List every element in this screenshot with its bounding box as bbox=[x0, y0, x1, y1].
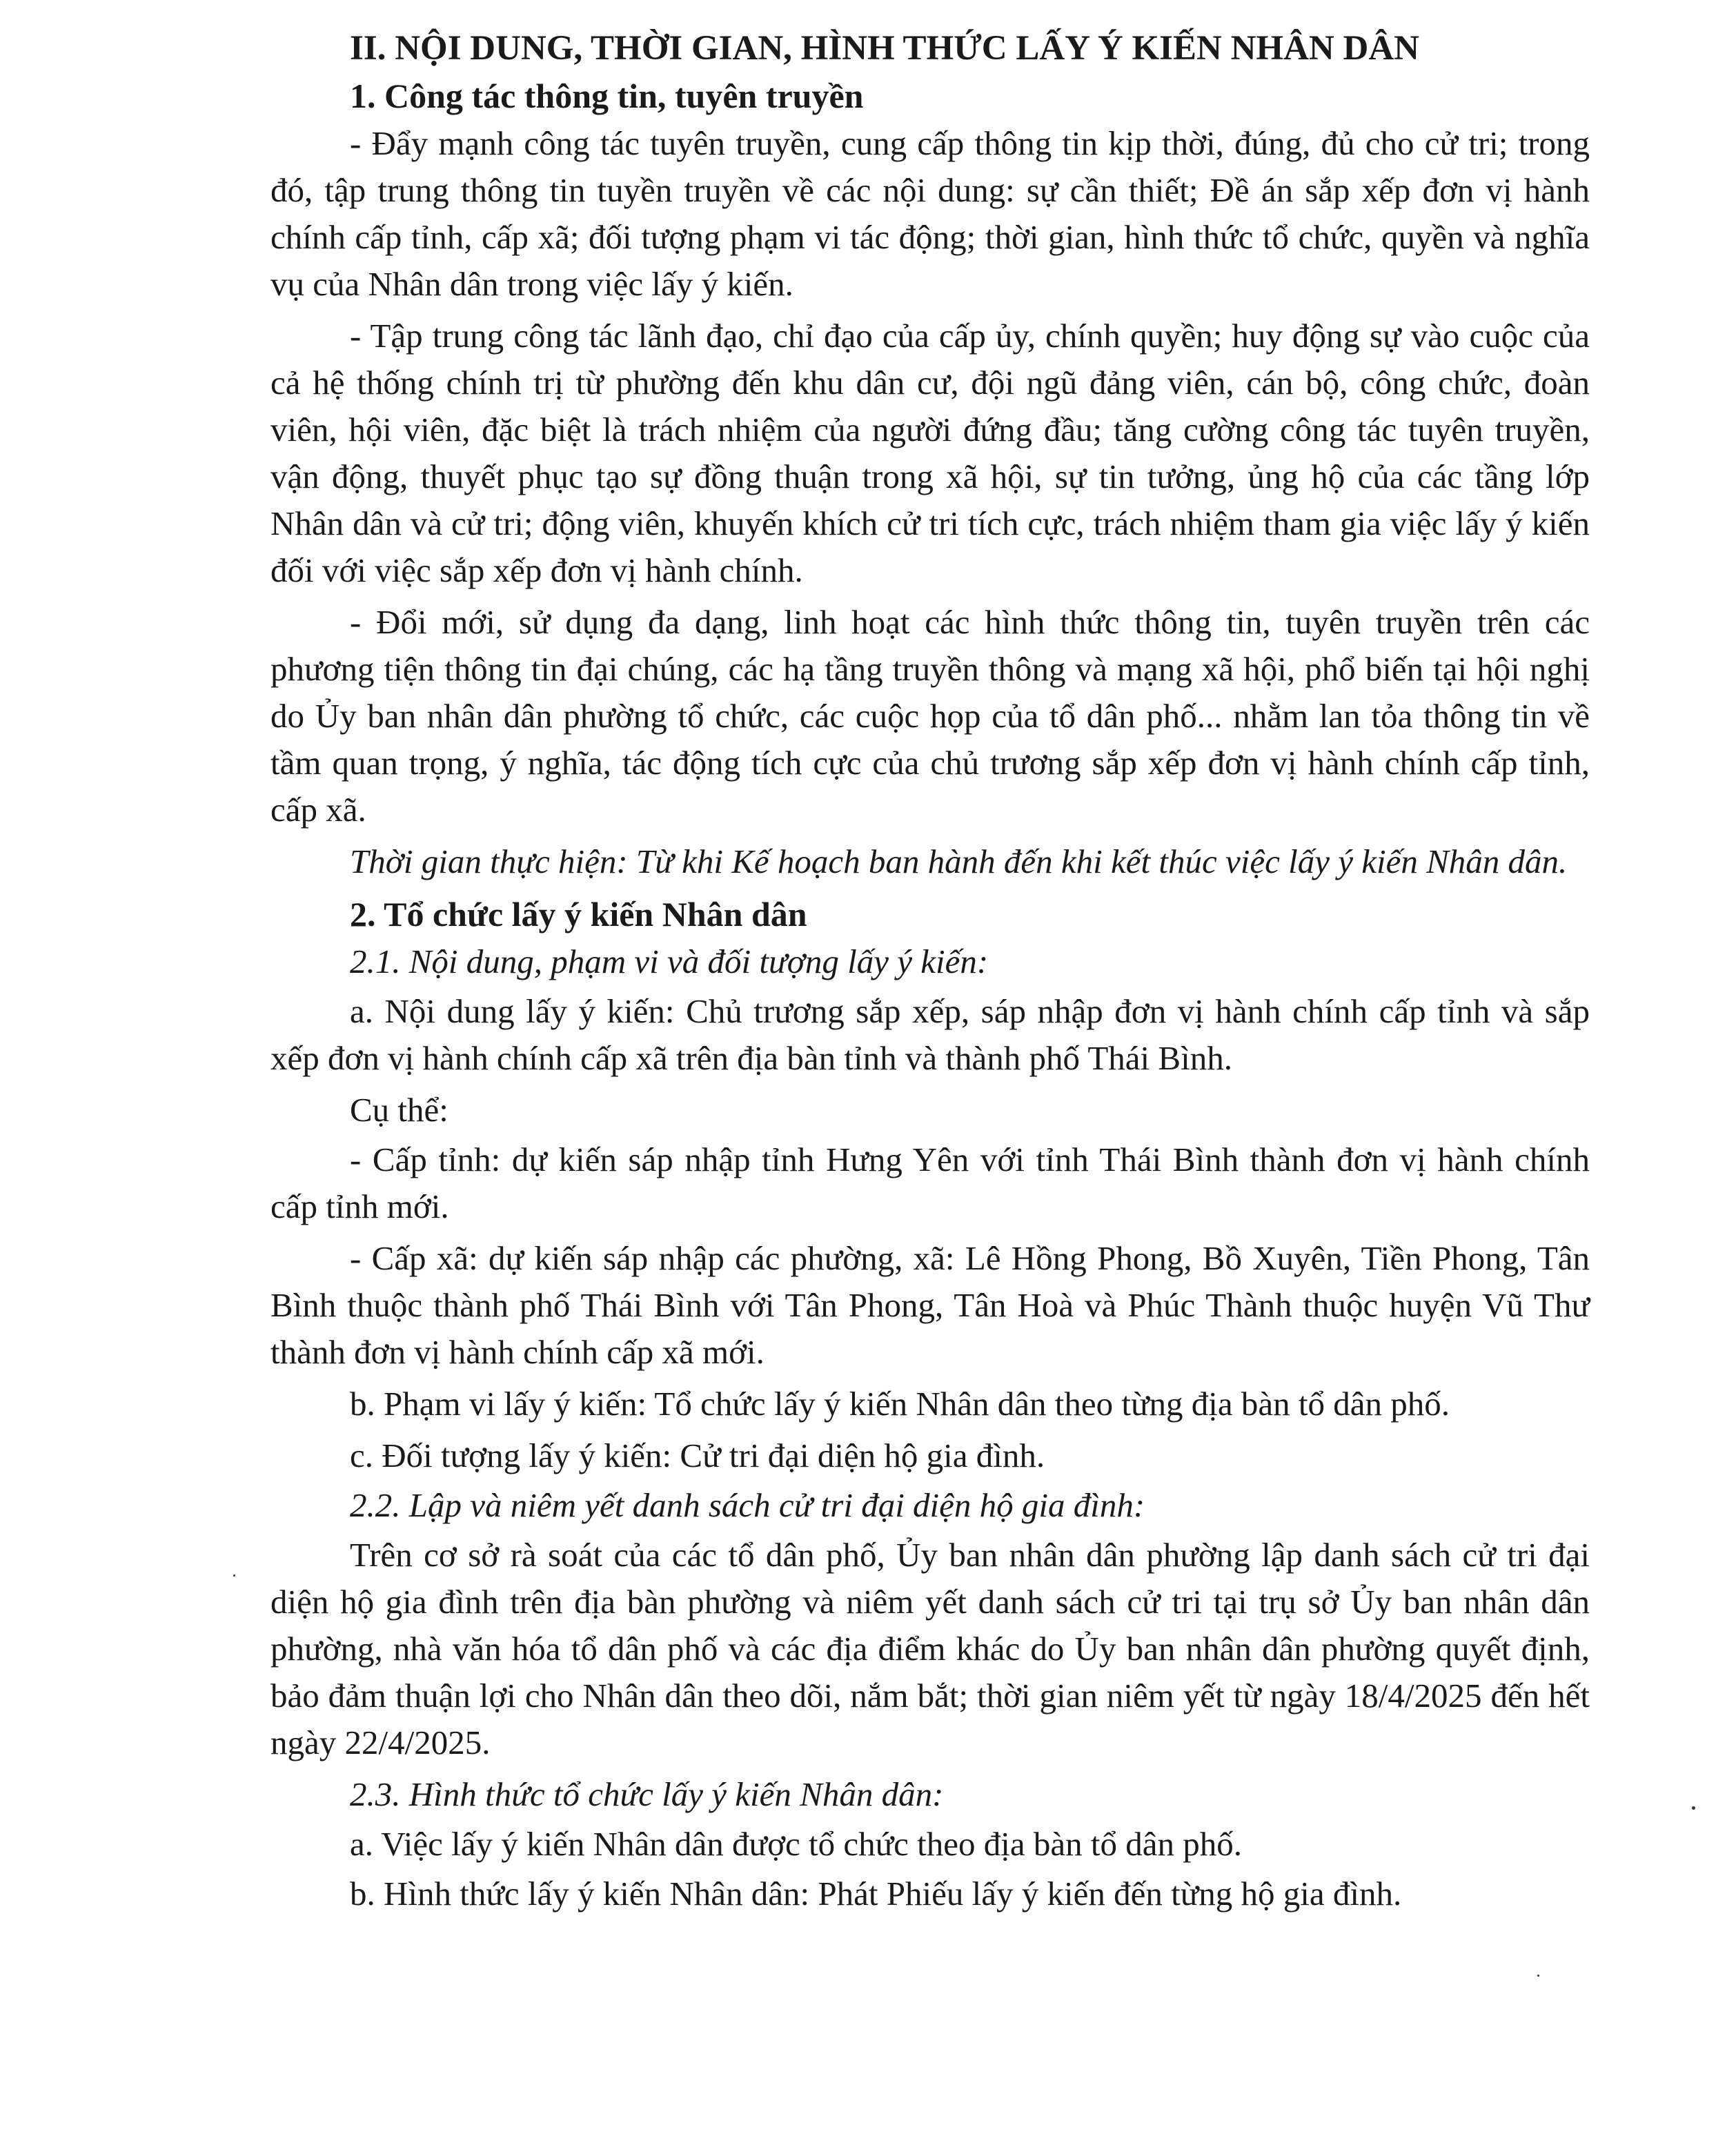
part1-time-note: Thời gian thực hiện: Từ khi Kế hoạch ban hành đến khi kết thúc việc lấy ý kiến Nhân dân. bbox=[350, 842, 1568, 880]
cap-xa-item: - Cấp xã: dự kiến sáp nhập các phường, xã: Lê Hồng Phong, Bồ Xuyên, Tiền Phong, Tân Bình thuộc thành phố Thái Bình với Tân Phong, Tân Hoà và Phúc Thành thuộc huyện Vũ Thư thành đơn vị hành chính cấp xã mới. bbox=[270, 1239, 1590, 1371]
subsection-2-3-b: b. Hình thức lấy ý kiến Nhân dân: Phát Phiếu lấy ý kiến đến từng hộ gia đình. bbox=[350, 1875, 1402, 1913]
subsection-2-1-title: 2.1. Nội dung, phạm vi và đối tượng lấy ý kiến: bbox=[350, 942, 989, 980]
part2-heading: 2. Tổ chức lấy ý kiến Nhân dân bbox=[350, 895, 807, 933]
scan-speck bbox=[1537, 1975, 1539, 1977]
content-a: a. Nội dung lấy ý kiến: Chủ trương sắp xếp, sáp nhập đơn vị hành chính cấp tỉnh và sắp xếp đơn vị hành chính cấp xã trên địa bàn tỉnh và thành phố Thái Bình. bbox=[270, 992, 1590, 1077]
cu-the-label: Cụ thể: bbox=[350, 1091, 448, 1129]
scan-speck bbox=[1692, 1806, 1695, 1810]
part1-paragraph-1: - Đẩy mạnh công tác tuyên truyền, cung cấp thông tin kịp thời, đúng, đủ cho cử tri; trong đó, tập trung thông tin tuyền truyền về các nội dung: sự cần thiết; Đề án sắp xếp đơn vị hành chính cấp tỉnh, cấp xã; đối tượng phạm vi tác động; thời gian, hình thức tổ chức, quyền và nghĩa vụ của Nhân dân trong việc lấy ý kiến. bbox=[270, 124, 1590, 303]
subsection-2-3-a: a. Việc lấy ý kiến Nhân dân được tổ chức theo địa bàn tổ dân phố. bbox=[350, 1825, 1242, 1863]
content-b: b. Phạm vi lấy ý kiến: Tổ chức lấy ý kiến Nhân dân theo từng địa bàn tổ dân phố. bbox=[350, 1385, 1450, 1423]
subsection-2-2-text: Trên cơ sở rà soát của các tổ dân phố, Ủy ban nhân dân phường lập danh sách cử tri đại diện hộ gia đình trên địa bàn phường và niêm yết danh sách cử tri tại trụ sở Ủy ban nhân dân phường, nhà văn hóa tổ dân phố và các địa điểm khác do Ủy ban nhân dân phường quyết định, bảo đảm thuận lợi cho Nhân dân theo dõi, nắm bắt; thời gian niêm yết từ ngày 18/4/2025 đến hết ngày 22/4/2025. bbox=[270, 1536, 1590, 1761]
document-page bbox=[270, 25, 1590, 1920]
scan-speck bbox=[233, 1574, 235, 1577]
part1-heading: 1. Công tác thông tin, tuyên truyền bbox=[350, 77, 864, 115]
part1-paragraph-2: - Tập trung công tác lãnh đạo, chỉ đạo của cấp ủy, chính quyền; huy động sự vào cuộc của cả hệ thống chính trị từ phường đến khu dân cư, đội ngũ đảng viên, cán bộ, công chức, đoàn viên, hội viên, đặc biệt là trách nhiệm của người đứng đầu; tăng cường công tác tuyên truyền, vận động, thuyết phục tạo sự đồng thuận trong xã hội, sự tin tưởng, ủng hộ của các tầng lớp Nhân dân và cử tri; động viên, khuyến khích cử tri tích cực, trách nhiệm tham gia việc lấy ý kiến đối với việc sắp xếp đơn vị hành chính. bbox=[270, 317, 1590, 589]
subsection-2-3-title: 2.3. Hình thức tổ chức lấy ý kiến Nhân dân: bbox=[350, 1775, 944, 1813]
subsection-2-2-title: 2.2. Lập và niêm yết danh sách cử tri đại diện hộ gia đình: bbox=[350, 1486, 1145, 1524]
section-title: II. NỘI DUNG, THỜI GIAN, HÌNH THỨC LẤY Ý KIẾN NHÂN DÂN bbox=[350, 29, 1419, 68]
content-c: c. Đối tượng lấy ý kiến: Cử tri đại diện hộ gia đình. bbox=[350, 1436, 1045, 1474]
part1-paragraph-3: - Đổi mới, sử dụng đa dạng, linh hoạt các hình thức thông tin, tuyên truyền trên các phương tiện thông tin đại chúng, các hạ tầng truyền thông và mạng xã hội, phổ biến tại hội nghị do Ủy ban nhân dân phường tổ chức, các cuộc họp của tổ dân phố... nhằm lan tỏa thông tin về tầm quan trọng, ý nghĩa, tác động tích cực của chủ trương sắp xếp đơn vị hành chính cấp tỉnh, cấp xã. bbox=[270, 603, 1590, 829]
cap-tinh-item: - Cấp tỉnh: dự kiến sáp nhập tỉnh Hưng Yên với tỉnh Thái Bình thành đơn vị hành chính cấp tỉnh mới. bbox=[270, 1140, 1590, 1225]
